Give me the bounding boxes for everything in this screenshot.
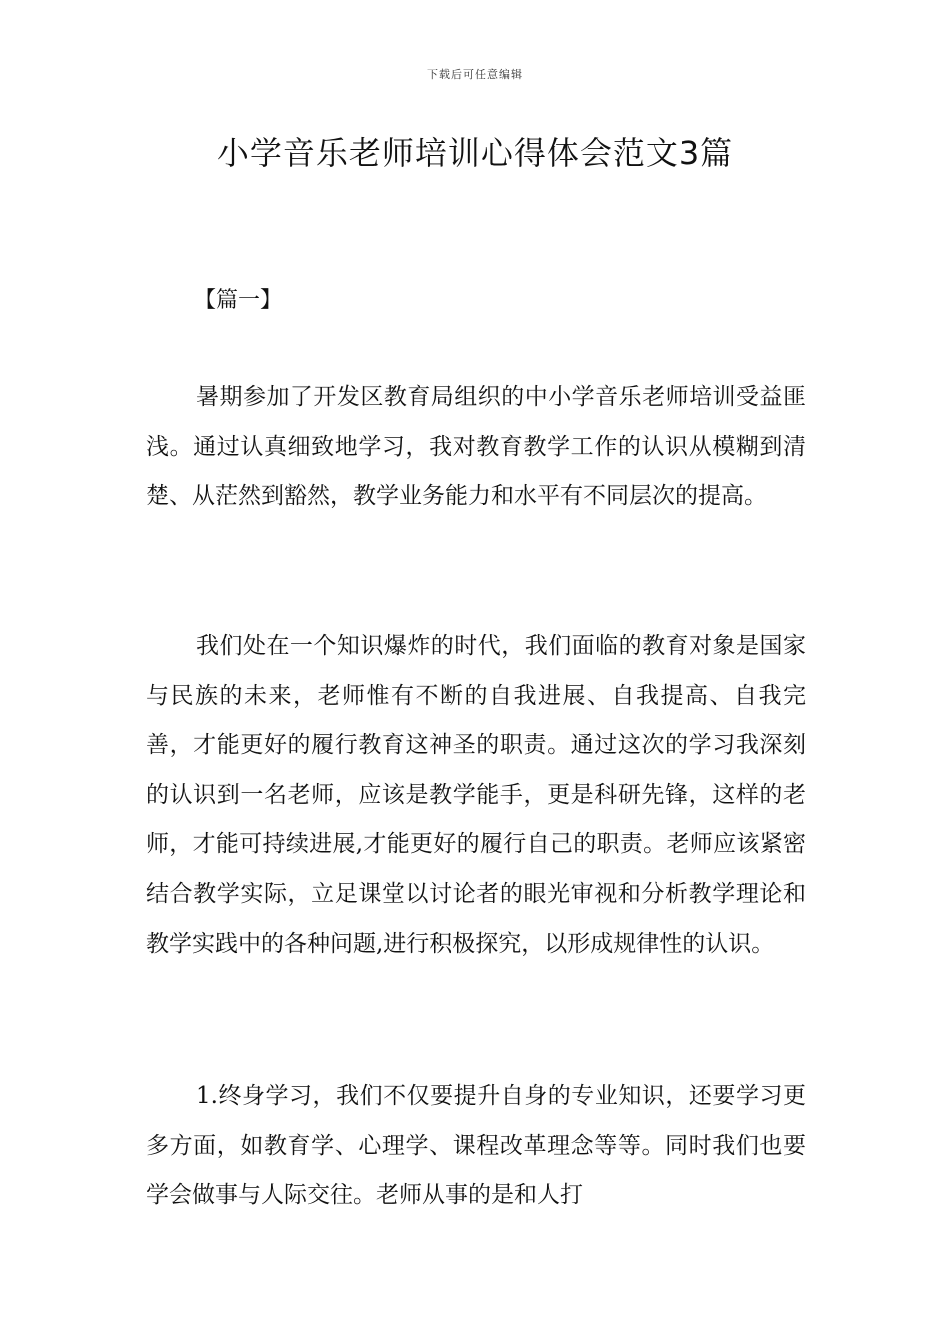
header-note: 下载后可任意编辑 (427, 68, 523, 81)
paragraph-1: 暑期参加了开发区教育局组织的中小学音乐老师培训受益匪浅。通过认真细致地学习，我对教育教学工作的认识从模糊到清楚、从茫然到豁然，教学业务能力和水平有不同层次的提高。 (146, 384, 806, 510)
document-title: 小学音乐老师培训心得体会范文3篇 (216, 134, 734, 172)
paragraph-3: 1.终身学习，我们不仅要提升自身的专业知识，还要学习更多方面，如教育学、心理学、课程改革理念等等。同时我们也要学会做事与人际交往。老师从事的是和人打 (146, 1083, 806, 1209)
paragraph-2: 我们处在一个知识爆炸的时代，我们面临的教育对象是国家与民族的未来，老师惟有不断的自我进展、自我提高、自我完善，才能更好的履行教育这神圣的职责。通过这次的学习我深刻的认识到一名老师，应该是教学能手，更是科研先锋，这样的老师，才能可持续进展,才能更好的履行自己的职责。老师应该紧密结合教学实际，立足课堂以讨论者的眼光审视和分析教学理论和教学实践中的各种问题,进行积极探究，以形成规律性的认识。 (146, 633, 806, 957)
section-heading: 【篇一】 (194, 288, 283, 313)
